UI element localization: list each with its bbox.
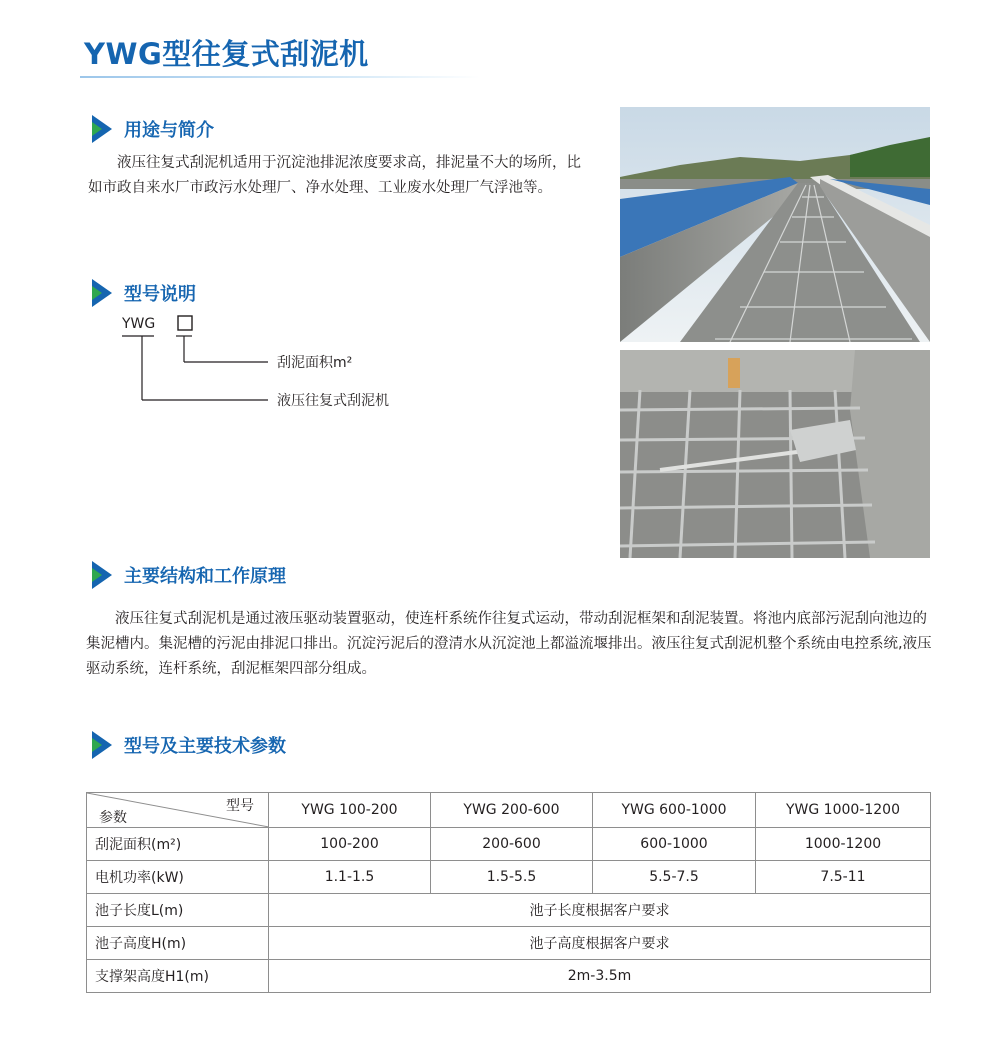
table-cell: 1000-1200: [756, 828, 931, 861]
model-header: YWG 1000-1200: [756, 793, 931, 828]
play-arrow-icon: [86, 277, 118, 309]
section-title: 型号及主要技术参数: [124, 736, 286, 757]
table-row: [87, 861, 931, 894]
section-title: 型号说明: [124, 284, 196, 305]
model-code: YWG: [122, 316, 156, 332]
row-label: 电机功率(kW): [87, 861, 269, 894]
model-header: YWG 600-1000: [593, 793, 756, 828]
sedimentation-tank-photo: [620, 107, 930, 342]
table-row: [87, 894, 931, 927]
table-row: [87, 927, 931, 960]
page-title: YWG型往复式刮泥机: [84, 37, 369, 71]
row-label: 池子长度L(m): [87, 894, 269, 927]
table-cell: 1.1-1.5: [269, 861, 431, 894]
model-header: YWG 200-600: [431, 793, 593, 828]
play-arrow-icon: [86, 113, 118, 145]
table-cell: 1.5-5.5: [431, 861, 593, 894]
section-title: 用途与简介: [124, 120, 214, 141]
play-arrow-icon: [86, 559, 118, 591]
table-header-row: [87, 793, 931, 828]
merged-cell: 池子高度根据客户要求: [269, 927, 931, 960]
section-title: 主要结构和工作原理: [124, 566, 286, 587]
corner-label-model: 型号: [226, 798, 254, 814]
table-row: [87, 960, 931, 993]
structure-paragraph: 液压往复式刮泥机是通过液压驱动装置驱动，使连杆系统作往复式运动，带动刮泥框架和刮泥装置。将池内底部污泥刮向池边的集泥槽内。集泥槽的污泥由排泥口排出。沉淀污泥后的澄清水从沉淀池上都溢流堰排出。液压往复式刮泥机整个系统由电控系统,液压驱动系统，连杆系统，刮泥框架四部分组成。: [86, 611, 932, 677]
table-cell: 200-600: [431, 828, 593, 861]
title-underline: [80, 76, 480, 78]
label-machine-type: 液压往复式刮泥机: [277, 393, 389, 409]
scraper-frame-photo: [620, 350, 930, 558]
row-label: 池子高度H(m): [87, 927, 269, 960]
table-cell: 600-1000: [593, 828, 756, 861]
table-cell: 100-200: [269, 828, 431, 861]
merged-cell: 池子长度根据客户要求: [269, 894, 931, 927]
row-label: 支撑架高度H1(m): [87, 960, 269, 993]
model-code-diagram: [110, 308, 430, 418]
table-corner-cell: [87, 793, 269, 828]
merged-cell: 2m-3.5m: [269, 960, 931, 993]
params-table: [86, 792, 931, 993]
table-row: [87, 828, 931, 861]
play-arrow-icon: [86, 729, 118, 761]
label-scraping-area: 刮泥面积m²: [277, 355, 353, 371]
corner-label-param: 参数: [99, 810, 127, 826]
intro-paragraph: 液压往复式刮泥机适用于沉淀池排泥浓度要求高，排泥量不大的场所，比如市政自来水厂市政污水处理厂、净水处理、工业废水处理厂气浮池等。: [88, 155, 581, 196]
row-label: 刮泥面积(m²): [87, 828, 269, 861]
model-header: YWG 100-200: [269, 793, 431, 828]
model-box-glyph: [178, 316, 192, 330]
table-cell: 5.5-7.5: [593, 861, 756, 894]
table-cell: 7.5-11: [756, 861, 931, 894]
